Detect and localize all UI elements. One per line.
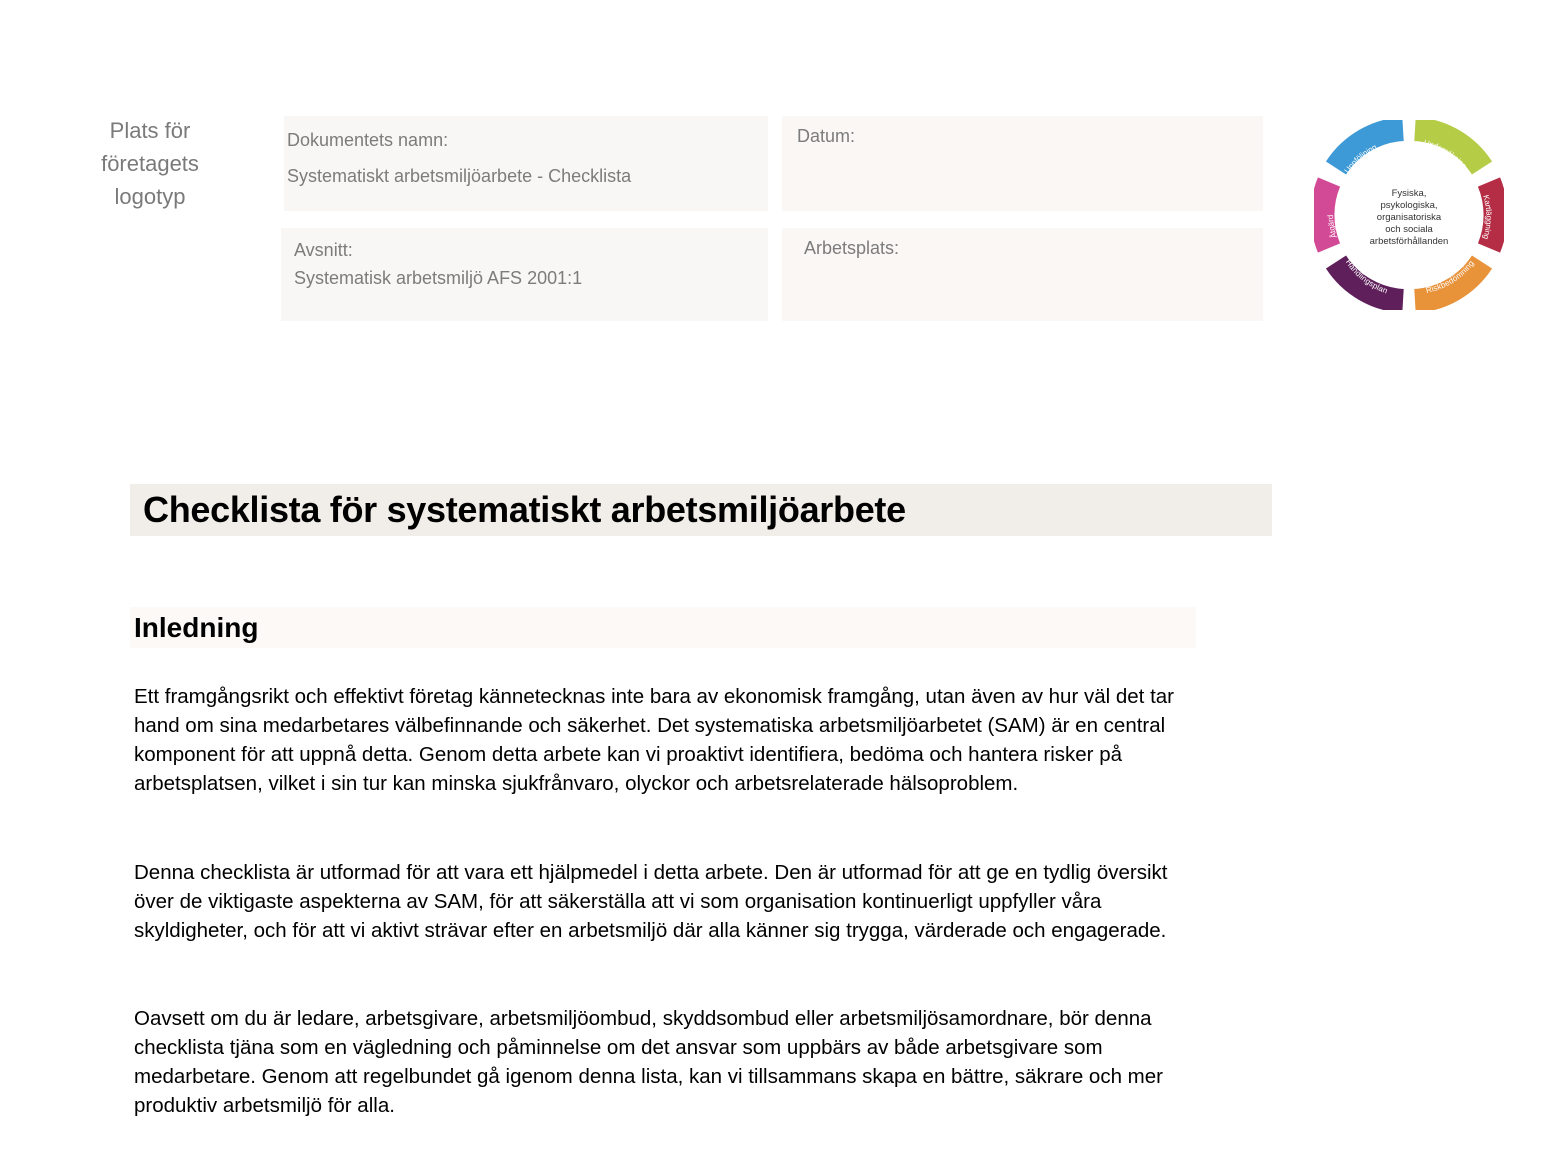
cycle-ring-icon [1314, 120, 1504, 310]
intro-paragraph-3: Oavsett om du är ledare, arbetsgivare, arbetsmiljöombud, skyddsombud eller arbetsmiljösamordnare, bör denna checklista tjäna som en vägledning och påminnelse om det ansvar som uppbärs av både arbetsgivare som medarbetare. Genom att regelbundet gå igenom denna lista, kan vi tillsammans skapa en bättre, säkrare och mer produktiv arbetsmiljö för alla. [134, 1007, 1163, 1117]
logo-placeholder-line: logotyp [114, 184, 186, 209]
segment-label: Uppföljning [1342, 142, 1379, 175]
logo-placeholder-line: företagets [101, 151, 199, 176]
document-name-label: Dokumentets namn: [287, 130, 449, 150]
cycle-center-line: och sociala [1385, 224, 1433, 235]
section-value: Systematisk arbetsmiljö AFS 2001:1 [294, 268, 583, 288]
workplace-field[interactable] [782, 228, 1263, 321]
svg-text:Kartläggning [1481, 194, 1493, 241]
logo-placeholder-line: Plats för [109, 118, 191, 143]
segment-label: Åtgärd [1325, 214, 1339, 240]
section-field[interactable] [281, 228, 768, 321]
section-label: Avsnitt: [294, 240, 353, 260]
document-name-value: Systematiskt arbetsmiljöarbete - Checklista [287, 166, 632, 186]
cycle-center-line: organisatoriska [1376, 212, 1442, 223]
intro-paragraph-2: Denna checklista är utformad för att vara ett hjälpmedel i detta arbete. Den är utformad för att ge en tydlig översikt över de viktigaste aspekterna av SAM, för att säkerställa att vi som organisation kontinuerligt uppfyller våra skyldigheter, och för att vi aktivt strävar efter en arbetsmiljö där alla känner sig trygga, värderade och engagerade. [134, 861, 1168, 942]
segment-label: Riskbedömning [1425, 258, 1476, 295]
company-logo-placeholder [80, 114, 220, 213]
segment-label: Handlingsplan [1343, 257, 1389, 296]
document-name-field[interactable] [284, 116, 768, 211]
sam-cycle-diagram [1314, 120, 1504, 310]
cycle-center-line: psykologiska, [1380, 200, 1438, 211]
segment-label: Kartläggning [1481, 193, 1494, 241]
document-title: Checklista för systematiskt arbetsmiljöarbete [143, 489, 906, 530]
document-title-bar [130, 484, 1272, 536]
cycle-center-line: Fysiska, [1391, 188, 1427, 199]
date-label: Datum: [797, 126, 856, 146]
cycle-center-line: arbetsförhållanden [1369, 236, 1449, 247]
workplace-label: Arbetsplats: [804, 238, 900, 258]
date-field[interactable] [782, 116, 1263, 211]
segment-label: Undersökning [1422, 138, 1469, 171]
section-heading-bar [130, 607, 1196, 648]
section-heading-inledning: Inledning [134, 612, 259, 643]
intro-paragraph-1: Ett framgångsrikt och effektivt företag kännetecknas inte bara av ekonomisk framgång, utan även av hur väl det tar hand om sina medarbetares välbefinnande och säkerhet. Det systematiska arbetsmiljöarbetet (SAM) är en central komponent för att uppnå detta. Genom detta arbete kan vi proaktivt identifiera, bedöma och hantera risker på arbetsplatsen, vilket i sin tur kan minska sjukfrånvaro, olyckor och arbetsrelaterade hälsoproblem. [134, 685, 1174, 795]
